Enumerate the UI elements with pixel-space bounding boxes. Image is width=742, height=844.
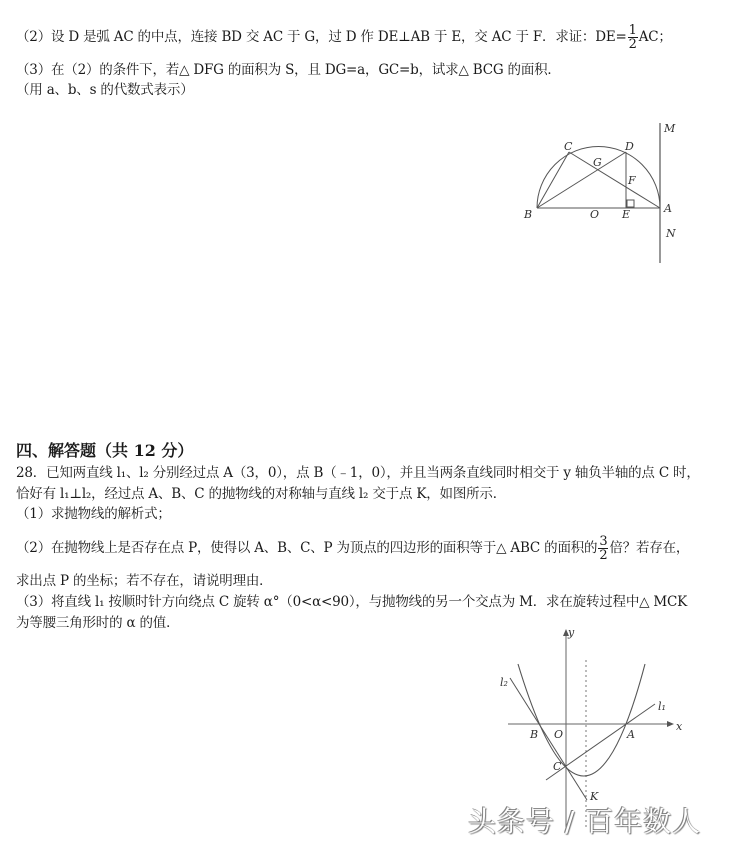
problem-28-q2-line-1 [16,535,689,562]
label-A: A [664,202,672,215]
label-y-axis: y [568,626,575,639]
problem-28-q2-text-end: 倍？若存在， [609,540,690,556]
question-2-text-end: AC； [638,29,672,45]
label-D: D [625,140,634,153]
question-3-line-2: （用 a、b、s 的代数式表示） [16,82,194,98]
label-l2: l₂ [500,676,508,689]
problem-28-q3-line-2: 为等腰三角形时的 α 的值． [16,615,180,631]
label-O: O [554,728,564,741]
problem-28-q1: （1）求抛物线的解析式； [16,506,171,522]
fraction-one-half: $\frac{1}{2}$ [628,23,637,52]
label-O: O [590,208,600,221]
section-heading: 四、解答题（共 12 分） [16,441,194,460]
semicircle-figure [510,115,690,270]
question-2-text: （2）设 D 是弧 AC 的中点，连接 BD 交 AC 于 G，过 D 作 DE⊥AB 于 E，交 AC 于 F．求证：DE= [16,29,627,45]
fraction-three-halves: $\frac{3}{2}$ [599,534,608,563]
problem-28-line-1: 28．已知两直线 l₁、l₂ 分别经过点 A（3，0），点 B（﹣1，0），并且当两条直线同时相交于 y 轴负半轴的点 C 时， [16,465,700,481]
label-B: B [530,728,539,741]
label-M: M [664,122,676,135]
label-A: A [627,728,635,741]
problem-28-q3-line-1: （3）将直线 l₁ 按顺时针方向绕点 C 旋转 α°（0<α<90），与抛物线的另一个交点为 M．求在旋转过程中△ MCK [16,594,688,610]
label-K: K [590,790,599,803]
label-x-axis: x [676,720,683,733]
watermark: 头条号 / 百年数人 [468,805,702,838]
label-E: E [622,208,631,221]
label-G: G [593,156,602,169]
label-C: C [553,760,562,773]
problem-28-line-2: 恰好有 l₁⊥l₂，经过点 A、B、C 的抛物线的对称轴与直线 l₂ 交于点 K，如图所示． [16,486,507,502]
problem-28-q2-text: （2）在抛物线上是否存在点 P，使得以 A、B、C、P 为顶点的四边形的面积等于△ ABC 的面积的 [16,540,598,556]
question-2-line [16,24,672,51]
problem-28-q2-line-2: 求出点 P 的坐标；若不存在，请说明理由． [16,573,273,589]
label-B: B [524,208,533,221]
label-F: F [628,174,636,187]
label-l1: l₁ [658,700,666,713]
label-N: N [666,227,676,240]
label-C: C [564,140,573,153]
question-3-line-1: （3）在（2）的条件下，若△ DFG 的面积为 S，且 DG=a，GC=b，试求△ BCG 的面积． [16,62,561,78]
